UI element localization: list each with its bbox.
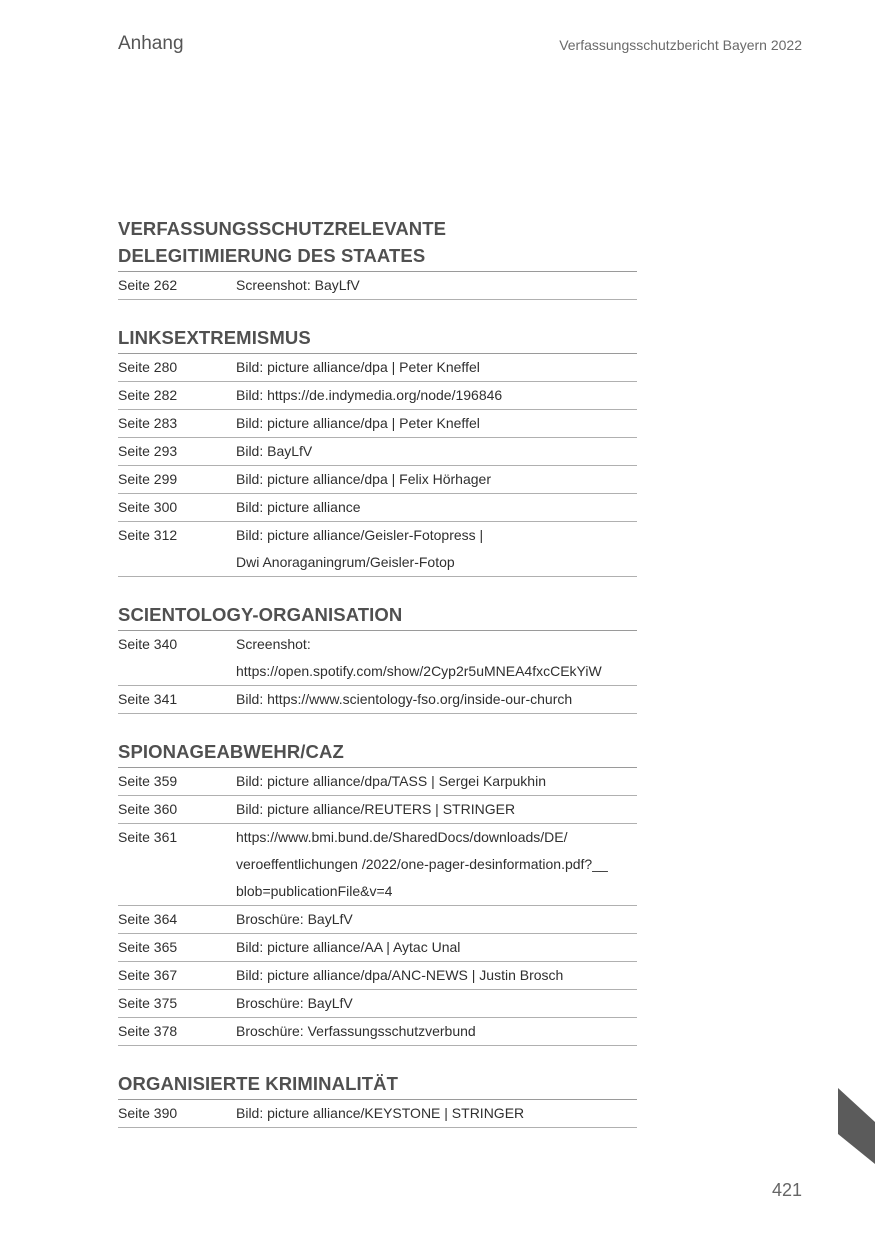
credit-row: [118, 522, 637, 577]
credits-section: [118, 601, 637, 714]
page-reference: Seite 312: [118, 527, 178, 543]
credit-source: Bild: picture alliance/dpa | Felix Hörhager: [236, 471, 491, 487]
credit-row: [118, 466, 637, 494]
page-reference: Seite 299: [118, 471, 178, 487]
credit-source: Bild: picture alliance/KEYSTONE | STRINGER: [236, 1105, 525, 1121]
credit-row: [118, 768, 637, 796]
credit-row: [118, 796, 637, 824]
page-reference: Seite 375: [118, 995, 178, 1011]
page-reference: Seite 365: [118, 939, 178, 955]
page-reference: Seite 378: [118, 1023, 178, 1039]
credit-row: [118, 686, 637, 714]
credits-section: [118, 324, 637, 577]
credits-section: [118, 1070, 637, 1128]
section-heading: VERFASSUNGSSCHUTZRELEVANTE DELEGITIMIERUNG DES STAATES: [118, 215, 637, 272]
credit-row: [118, 410, 637, 438]
credit-row: [118, 906, 637, 934]
page-reference: Seite 359: [118, 773, 178, 789]
credit-source: Bild: BayLfV: [236, 443, 313, 459]
credit-row: [118, 1100, 637, 1128]
credits-section: [118, 738, 637, 1046]
section-heading: ORGANISIERTE KRIMINALITÄT: [118, 1070, 637, 1100]
page-reference: Seite 341: [118, 691, 178, 707]
credit-source: Screenshot: https://open.spotify.com/show/2Cyp2r5uMNEA4fxcCEkYiW: [236, 636, 602, 679]
credit-source: Bild: picture alliance/dpa | Peter Kneffel: [236, 359, 480, 375]
credit-row: [118, 1018, 637, 1046]
page-reference: Seite 364: [118, 911, 178, 927]
credit-row: [118, 272, 637, 300]
page-reference: Seite 390: [118, 1105, 178, 1121]
page-reference: Seite 340: [118, 636, 178, 652]
credit-row: [118, 934, 637, 962]
credit-source: Bild: https://de.indymedia.org/node/196846: [236, 387, 503, 403]
credit-source: Bild: picture alliance/AA | Aytac Unal: [236, 939, 461, 955]
picture-credits-list: [118, 215, 637, 1152]
section-heading: SPIONAGEABWEHR/CAZ: [118, 738, 637, 768]
credit-row: [118, 382, 637, 410]
credit-source: Bild: https://www.scientology-fso.org/inside-our-church: [236, 691, 573, 707]
credit-source: Bild: picture alliance/dpa/ANC-NEWS | Justin Brosch: [236, 967, 564, 983]
credit-source: Broschüre: BayLfV: [236, 995, 353, 1011]
page-reference: Seite 300: [118, 499, 178, 515]
header-section-label: Anhang: [118, 33, 184, 54]
credit-source: Broschüre: Verfassungsschutzverbund: [236, 1023, 476, 1039]
section-heading: SCIENTOLOGY-ORGANISATION: [118, 601, 637, 631]
thumb-index-tab: [838, 1088, 875, 1164]
credit-source: Bild: picture alliance/dpa | Peter Kneffel: [236, 415, 480, 431]
credit-row: [118, 990, 637, 1018]
credit-source: Bild: picture alliance: [236, 499, 361, 515]
credit-row: [118, 438, 637, 466]
credit-source: Bild: picture alliance/dpa/TASS | Sergei Karpukhin: [236, 773, 546, 789]
credit-row: [118, 494, 637, 522]
page-reference: Seite 367: [118, 967, 178, 983]
header-document-title: Verfassungsschutzbericht Bayern 2022: [559, 37, 802, 53]
page-reference: Seite 361: [118, 829, 178, 845]
page-reference: Seite 262: [118, 277, 178, 293]
credit-source: https://www.bmi.bund.de/SharedDocs/downloads/DE/ veroeffentlichungen /2022/one-pager-desinformation.pdf?__ blob=publicationFile&v=4: [236, 829, 608, 899]
credit-row: [118, 354, 637, 382]
credit-source: Bild: picture alliance/Geisler-Fotopress | Dwi Anoraganingrum/Geisler-Fotop: [236, 527, 484, 570]
credit-source: Broschüre: BayLfV: [236, 911, 353, 927]
page-number: 421: [771, 1180, 802, 1200]
credit-source: Bild: picture alliance/REUTERS | STRINGER: [236, 801, 516, 817]
credit-row: [118, 824, 637, 906]
page-reference: Seite 360: [118, 801, 178, 817]
section-heading: LINKSEXTREMISMUS: [118, 324, 637, 354]
credit-source: Screenshot: BayLfV: [236, 277, 360, 293]
page-reference: Seite 283: [118, 415, 178, 431]
page-reference: Seite 293: [118, 443, 178, 459]
credit-row: [118, 962, 637, 990]
credits-section: [118, 215, 637, 300]
page-reference: Seite 280: [118, 359, 178, 375]
page-reference: Seite 282: [118, 387, 178, 403]
credit-row: [118, 631, 637, 686]
